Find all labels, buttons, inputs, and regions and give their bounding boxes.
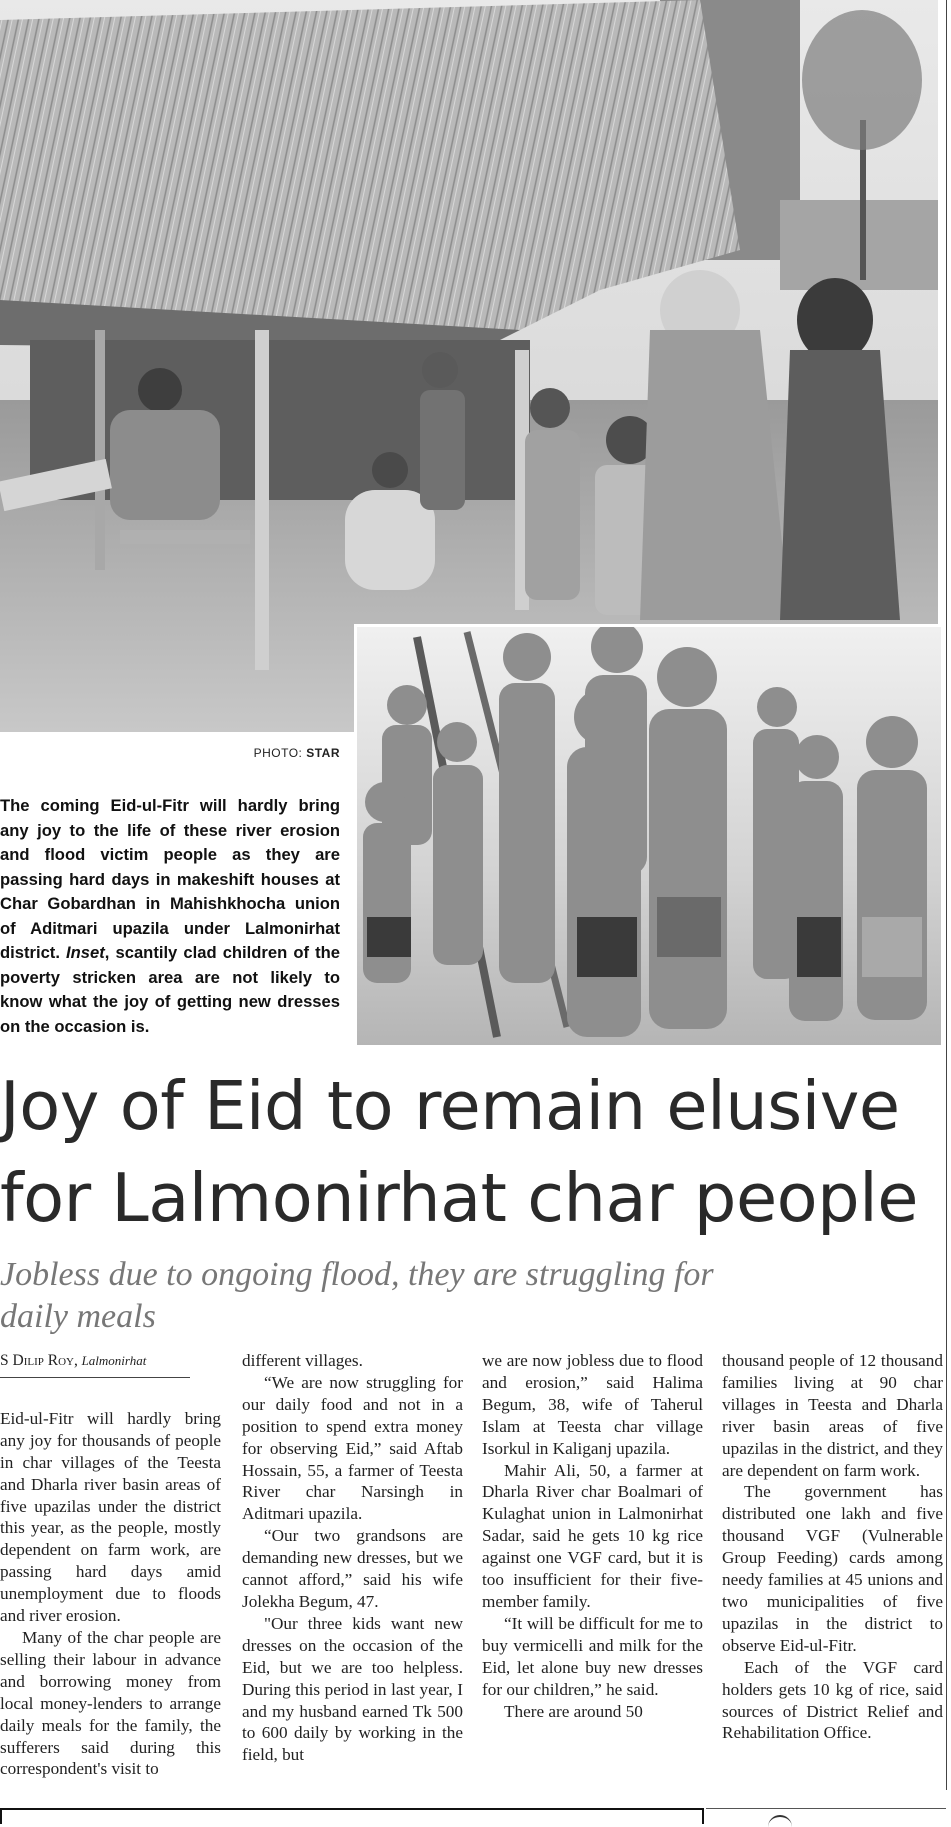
article-column-1: [0, 1350, 221, 1780]
paragraph: “Our two grandsons are demanding new dresses, but we cannot afford,” said his wife Jolekha Begum, 47.: [242, 1526, 463, 1611]
subheadline: Jobless due to ongoing flood, they are struggling for daily meals: [0, 1256, 714, 1335]
paragraph: The government has distributed one lakh and five thousand VGF (Vulnerable Group Feeding) cards among needy families at 45 unions and two municipalities of five upazilas in the district to observe Eid-ul-Fitr.: [722, 1482, 943, 1655]
headline: Joy of Eid to remain elusive for Lalmonirhat char people: [0, 1067, 919, 1237]
paragraph: we are now jobless due to flood and erosion,” said Halima Begum, 38, wife of Taherul Islam at Teesta char village Isorkul in Kaliganj upazila.: [482, 1351, 703, 1458]
photo-credit-source: STAR: [306, 746, 340, 760]
photo-caption: [0, 794, 340, 1039]
caption-main: The coming Eid-ul-Fitr will hardly bring any joy to the life of these river erosion and flood victim people as they are passing hard days in makeshift houses at Char Gobardhan in Mahishkhocha union of Aditmari upazila under Lalmonirhat district.: [0, 796, 340, 962]
paragraph: "Our three kids want new dresses on the occasion of the Eid, but we are too helpless. During this period in last year, I and my husband earned Tk 500 to 600 daily by working in the field, but: [242, 1613, 463, 1765]
column-rule: [946, 0, 947, 1790]
paragraph: Mahir Ali, 50, a farmer at Dharla River char Boalmari of Kulaghat union in Lalmonirhat Sadar, said he gets 10 kg rice against one VGF card, but it is too insufficient for their five-member family.: [482, 1460, 703, 1611]
paragraph: There are around 50: [504, 1701, 643, 1721]
main-photo: [0, 0, 938, 732]
article-column-2: [242, 1350, 463, 1766]
article-column-3: [482, 1350, 703, 1722]
paragraph: “It will be difficult for me to buy vermicelli and milk for the Eid, let alone buy new dresses for our children,” he said.: [482, 1613, 703, 1699]
article-column-4: [722, 1350, 943, 1744]
paragraph: Many of the char people are selling their labour in advance and borrowing money from local money-lenders to arrange daily meals for the family, the sufferers said during this correspondent's visit to: [0, 1627, 221, 1779]
byline-name: S Dilip Roy,: [0, 1352, 78, 1369]
paragraph: “We are now struggling for our daily food and not in a position to spend extra money for observing Eid,” said Aftab Hossain, 55, a farmer of Teesta River char Narsingh in Aditmari upazila.: [242, 1372, 463, 1524]
caption-inset-text: , scantily clad children of the poverty stricken area are not likely to know what the joy of getting new dresses on the occasion is.: [0, 943, 340, 1036]
next-article-border: [0, 1808, 704, 1824]
paragraph: Eid-ul-Fitr will hardly bring any joy for thousands of people in char villages of the Teesta and Dharla river basin areas of five upazilas under the district this year, as the people, mostly dependent on farm work, are passing hard days amid unemployment due to floods and river erosion.: [0, 1408, 221, 1626]
paragraph: different villages.: [242, 1351, 363, 1370]
byline: [0, 1350, 190, 1378]
inset-photo: [354, 624, 941, 1045]
cropped-glyph: [768, 1815, 792, 1827]
paragraph: thousand people of 12 thousand families living at 90 char villages in Teesta and Dharla river basin areas of five upazilas in the district, and they are dependent on farm work.: [722, 1351, 943, 1480]
photo-credit: [240, 746, 340, 760]
divider: [706, 1808, 946, 1809]
byline-place: Lalmonirhat: [81, 1353, 147, 1368]
caption-inset-word: Inset: [66, 943, 105, 962]
paragraph: Each of the VGF card holders gets 10 kg of rice, said sources of District Relief and Rehabilitation Office.: [722, 1657, 943, 1743]
photo-credit-label: PHOTO:: [253, 746, 303, 760]
